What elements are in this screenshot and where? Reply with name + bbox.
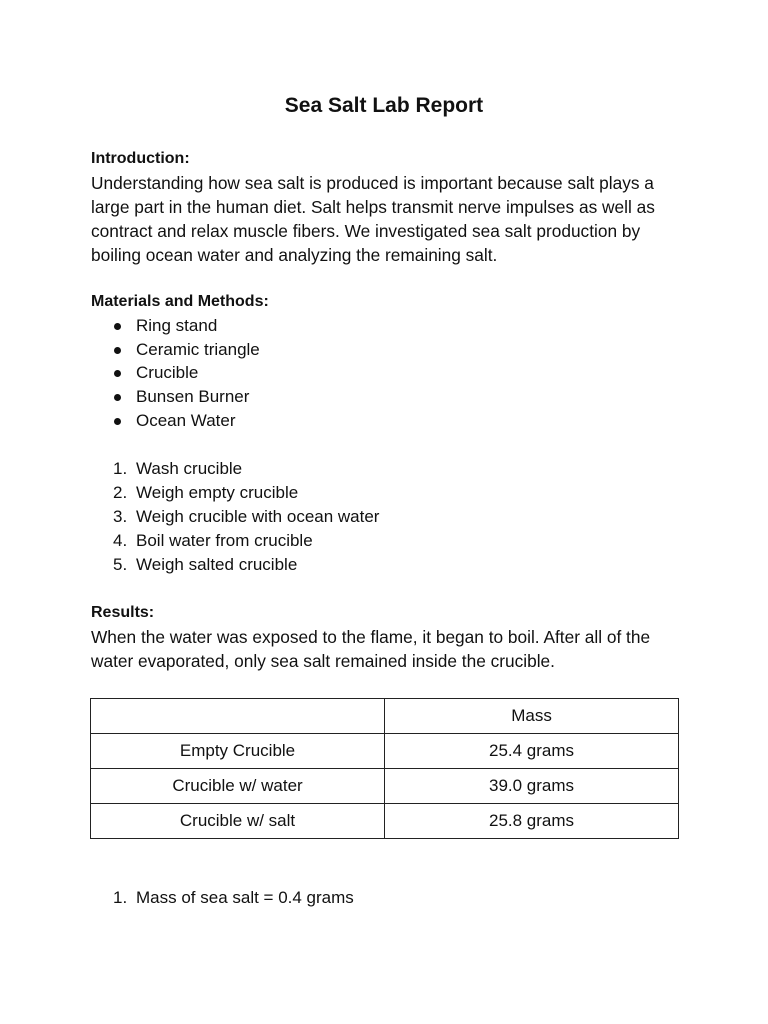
introduction-paragraph — [91, 171, 691, 267]
list-item: Crucible — [91, 361, 691, 385]
bullet-icon — [114, 394, 121, 401]
introduction-line: boiling ocean water and analyzing the remaining salt. — [91, 245, 498, 265]
table-row — [91, 734, 679, 769]
introduction-line: Understanding how sea salt is produced is important because salt plays a — [91, 173, 654, 193]
list-item: 1. Wash crucible — [113, 459, 243, 478]
list-item: 5. Weigh salted crucible — [113, 555, 298, 574]
methods-steps-list — [91, 457, 691, 577]
list-item: Ring stand — [91, 314, 691, 338]
list-item: 2. Weigh empty crucible — [113, 483, 299, 502]
results-section — [91, 601, 691, 673]
introduction-line: large part in the human diet. Salt helps transmit nerve impulses as well as — [91, 197, 655, 217]
calculations-list — [91, 886, 691, 910]
introduction-heading: Introduction: — [91, 150, 190, 167]
calculations-section — [91, 886, 691, 910]
bullet-icon — [114, 370, 121, 377]
table-header-row — [91, 699, 679, 734]
list-item: 4. Boil water from crucible — [113, 531, 313, 550]
table-cell: 25.4 grams — [385, 734, 679, 769]
list-item: Bunsen Burner — [91, 385, 691, 409]
table-cell: 25.8 grams — [385, 804, 679, 839]
bullet-icon — [114, 347, 121, 354]
materials-list — [91, 314, 691, 433]
mass-table — [90, 698, 679, 839]
list-item: 3. Weigh crucible with ocean water — [113, 507, 380, 526]
table-row — [91, 769, 679, 804]
introduction-section — [91, 147, 691, 267]
table-header-cell: Mass — [385, 699, 679, 734]
list-item: Ceramic triangle — [91, 338, 691, 362]
table-header-cell — [91, 699, 385, 734]
results-line: water evaporated, only sea salt remained inside the crucible. — [91, 651, 555, 671]
materials-section — [91, 290, 691, 433]
results-paragraph — [91, 625, 691, 673]
methods-steps-section — [91, 457, 691, 577]
page-title: Sea Salt Lab Report — [284, 94, 484, 117]
bullet-icon — [114, 418, 121, 425]
list-item: 1. Mass of sea salt = 0.4 grams — [113, 888, 354, 907]
table-cell: 39.0 grams — [385, 769, 679, 804]
table-row — [91, 804, 679, 839]
results-line: When the water was exposed to the flame, it began to boil. After all of the — [91, 627, 651, 647]
materials-heading: Materials and Methods: — [91, 293, 269, 310]
table-cell: Crucible w/ salt — [91, 804, 385, 839]
results-heading: Results: — [91, 604, 155, 621]
introduction-line: contract and relax muscle fibers. We investigated sea salt production by — [91, 221, 641, 241]
bullet-icon — [114, 323, 121, 330]
list-item: Ocean Water — [91, 409, 691, 433]
table-cell: Crucible w/ water — [91, 769, 385, 804]
table-cell: Empty Crucible — [91, 734, 385, 769]
